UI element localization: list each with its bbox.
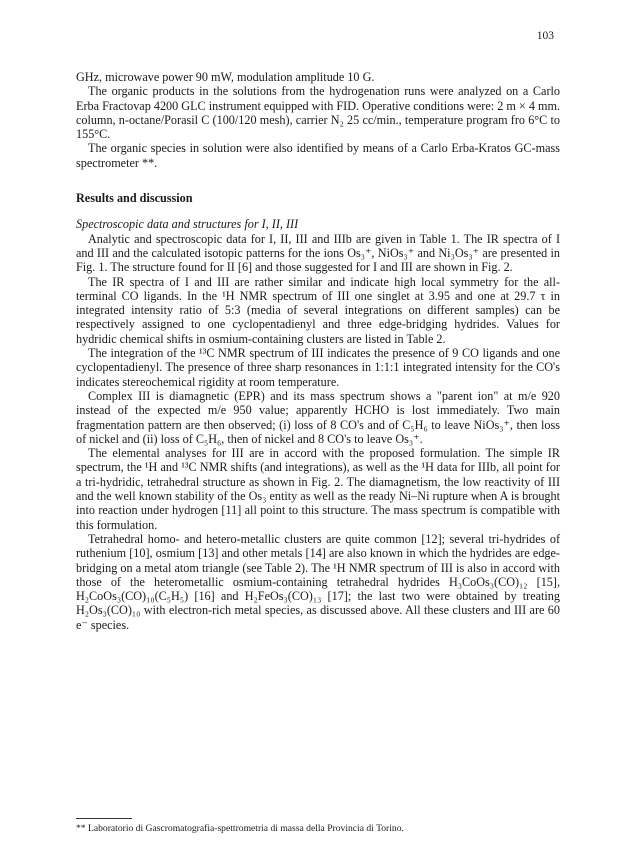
footnote-area [76, 818, 560, 835]
section-heading: Results and discussion [76, 191, 193, 206]
paragraph: The IR spectra of I and III are rather similar and indicate high local symmetry for the all-terminal CO ligands. In the ¹H NMR spectrum of III one singlet at 3.95 and one at 29.7 τ in integrated intensity ratio of 5:3 (media of several integrations on different samples) can be respectively assigned to one cyclopentadienyl and three edge-bridging hydrides. Values for hydridic chemical shifts in osmium-containing clusters are listed in Table 2. [76, 274, 560, 346]
paragraph: The organic products in the solutions from the hydrogenation runs were analyzed on a Carlo Erba Fractovap 4200 GLC instrument equipped with FID. Operative conditions were: 2 m × 4 mm. column, n-octane/Porasil C (100/120 mesh), carrier N₂ 25 cc/min., temperature program fro 6°C to 155°C. [76, 84, 560, 142]
subsection-heading: Spectroscopic data and structures for I, II, III [76, 217, 299, 232]
body-text [76, 70, 560, 632]
paragraph: The integration of the ¹³C NMR spectrum of III indicates the presence of 9 CO ligands and one cyclopentadienyl. The presence of three sharp resonances in 1:1:1 integrated intensity for the CO's indicates stereochemical rigidity at room temperature. [76, 346, 560, 389]
paragraph: GHz, microwave power 90 mW, modulation amplitude 10 G. [76, 70, 375, 84]
page-number: 103 [536, 30, 554, 42]
page-body [76, 30, 560, 632]
paragraph: Tetrahedral homo- and hetero-metallic clusters are quite common [12]; several tri-hydrides of ruthenium [10], osmium [13] and other metals [14] are also known in which the hydrides are edge-bridging on a metal atom triangle (see Table 2). The ¹H NMR spectrum of III is also in accord with those of the heterometallic osmium-containing tetrahedral hydrides H₃CoOs₃(CO)₁₂ [15], H₂CoOs₃(CO)₁₀(C₅H₅) [16] and H₂FeOs₃(CO)₁₃ [17]; the last two were obtained by treating H₂Os₃(CO)₁₀ with electron-rich metal species, as discussed above. All these clusters and III are 60 e⁻ species. [76, 531, 560, 632]
paragraph: Complex III is diamagnetic (EPR) and its mass spectrum shows a "parent ion" at m/e 920 instead of the expected m/e 950 value; apparently HCHO is lost immediately. Two main fragmentation pattern are then observed; (i) loss of 8 CO's and of C₅H₆ to leave NiOs₃⁺, then loss of nickel and (ii) loss of C₅H₆, then of nickel and 8 CO's to leave Os₃⁺. [76, 388, 560, 446]
paragraph: Analytic and spectroscopic data for I, II, III and IIIb are given in Table 1. The IR spectra of I and III and the calculated isotopic patterns for the ions Os₃⁺, NiOs₃⁺ and Ni₃Os₃⁺ are presented in Fig. 1. The structure found for II [6] and those suggested for I and III are shown in Fig. 2. [76, 231, 560, 275]
paragraph: The organic species in solution were also identified by means of a Carlo Erba-Kratos GC-mass spectrometer **. [76, 141, 560, 170]
footnote: ** Laboratorio di Gascromatografia-spettrometria di massa della Provincia di Torino. [76, 823, 404, 834]
paragraph: The elemental analyses for III are in accord with the proposed formulation. The simple IR spectrum, the ¹H and ¹³C NMR shifts (and integrations), as well as the ¹H data for IIIb, all point for a tri-hydridic, tetrahedral structure as shown in Fig. 2. The diamagnetism, the low reactivity of III and the well known stability of the Os₃ entity as well as the ready Ni–Ni rupture when A is brought into reaction under hydrogen [11] all point to this structure. The mass spectrum is compatible with this formulation. [76, 446, 560, 532]
footnote-rule [76, 818, 132, 819]
